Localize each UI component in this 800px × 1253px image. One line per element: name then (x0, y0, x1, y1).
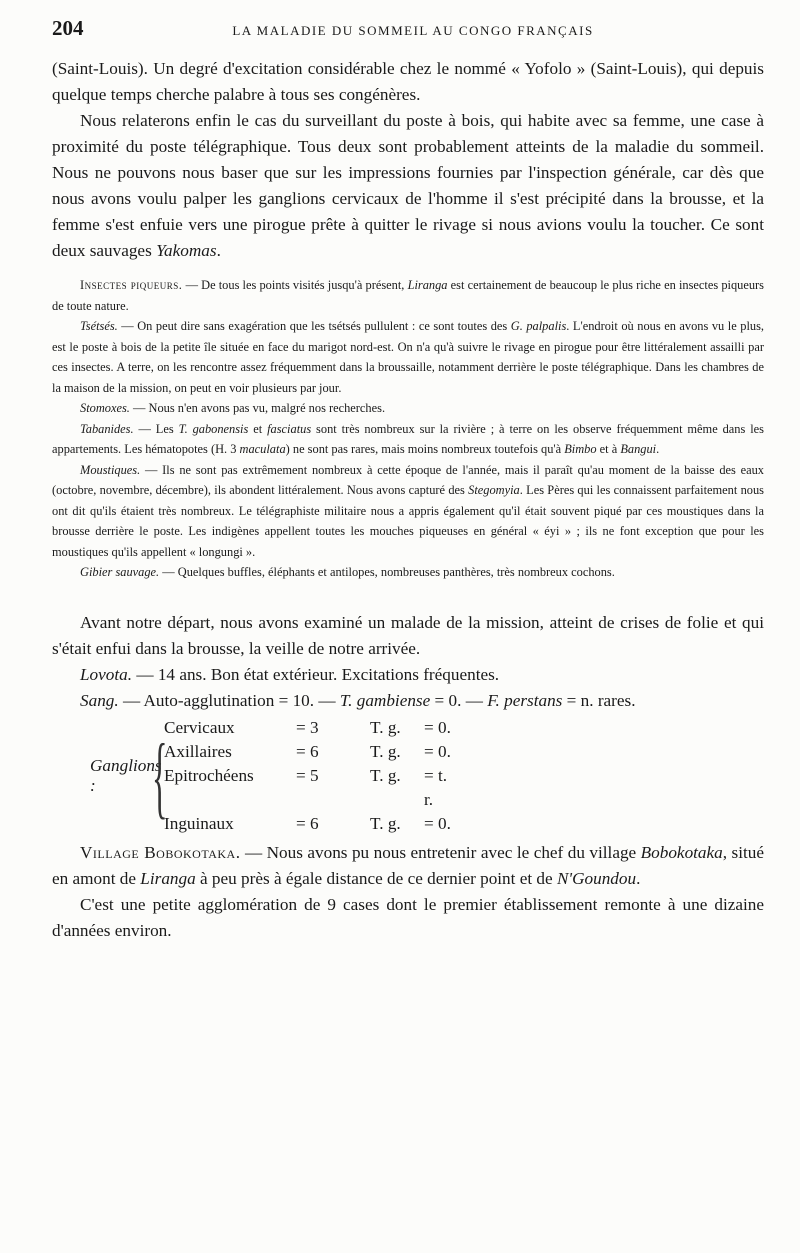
page-header (52, 16, 764, 56)
ganglion-name: Epitrochéens (164, 765, 254, 785)
ganglion-test: T. g. (370, 741, 401, 761)
note-item: Gibier sauvage. — Quelques buffles, éléphants et antilopes, nombreuses panthères, très nombreux cochons. (80, 565, 615, 579)
note-item: Stomoxes. — Nous n'en avons pas vu, malgré nos recherches. (80, 401, 386, 415)
ganglion-count: = 5 (296, 765, 319, 785)
ganglia-table (90, 716, 764, 836)
page-number: 204 (52, 16, 84, 40)
ganglia-rows (164, 716, 482, 836)
ganglion-test: T. g. (370, 765, 401, 785)
patient-line: Lovota. — 14 ans. Bon état extérieur. Excitations fréquentes. (80, 664, 500, 684)
ganglion-name: Inguinaux (164, 813, 234, 833)
left-brace: { (152, 724, 168, 827)
paragraph: C'est une petite agglomération de 9 cases dont le premier établissement remonte à une dizaine d'années environ. (52, 894, 764, 940)
ganglion-count: = 6 (296, 741, 319, 761)
paragraph: Village Bobokotaka. — Nous avons pu nous entretenir avec le chef du village Bobokotaka, situé en amont de Liranga à peu près à égale distance de ce dernier point et de N'Goundou. (52, 842, 764, 888)
ganglion-result: = 0. (424, 741, 451, 761)
running-title: LA MALADIE DU SOMMEIL AU CONGO FRANÇAIS (232, 23, 594, 38)
ganglia-label: Ganglions : (90, 755, 162, 795)
section-gap (52, 583, 764, 610)
note-item: Tsétsés. — On peut dire sans exagération que les tsétsés pullulent : ce sont toutes des G. palpalis. L'endroit où nous en avons vu le plus, est le poste à bois de la petite île située en face du marigot nord-est. On n'a qu'à suivre le rivage en pirogue pour être littéralement assailli par ces insectes. A terre, on les rencontre assez fréquemment dans la broussaille, notamment derrière le poste télégraphique. Dans les chambres de la maison de la mission, on peut en voir plusieurs par jour. (52, 319, 764, 395)
blood-line: Sang. — Auto-agglutination = 10. — T. gambiense = 0. — F. perstans = n. rares. (80, 690, 636, 710)
paragraph: (Saint-Louis). Un degré d'excitation considérable chez le nommé « Yofolo » (Saint-Louis), qui depuis quelque temps cherche palabre à tous ses congénères. (52, 59, 764, 104)
ganglion-name: Axillaires (164, 741, 232, 761)
paragraph: Avant notre départ, nous avons examiné un malade de la mission, atteint de crises de folie et qui s'était enfui dans la brousse, la veille de notre arrivée. (52, 612, 764, 658)
field-notes (52, 275, 764, 583)
ganglion-count: = 6 (296, 813, 319, 833)
ganglion-result: = 0. (424, 813, 451, 833)
ganglion-count: = 3 (296, 717, 319, 737)
main-text (52, 56, 764, 264)
note-item: Insectes piqueurs. — De tous les points visités jusqu'à présent, Liranga est certainement de beaucoup le plus riche en insectes piqueurs de toute nature. (52, 278, 764, 313)
ganglion-result: = t. r. (424, 765, 448, 809)
note-item: Moustiques. — Ils ne sont pas extrêmement nombreux à cette époque de l'année, mais il paraît qu'au moment de la baisse des eaux (octobre, novembre, décembre), ils abondent littéralement. Nous avons capturé des Stegomyia. Les Pères qui les connaissent parfaitement nous ont dit qu'ils étaient très nombreux. Le télégraphiste militaire nous a appris également qu'il était souvent piqué par ces moustiques dans la brousse derrière le poste. Les indigènes appellent toutes les mouches piqueuses en général « éyi » ; ils ne font exception que pour les moustiques qu'ils appellent « longungi ». (52, 462, 764, 559)
ganglion-result: = 0. (424, 717, 451, 737)
ganglion-test: T. g. (370, 813, 401, 833)
ganglion-name: Cervicaux (164, 717, 235, 737)
paragraph: Nous relaterons enfin le cas du surveillant du poste à bois, qui habite avec sa femme, une case à proximité du poste télégraphique. Tous deux sont probablement atteints de la maladie du sommeil. Nous ne pouvons nous baser que sur les impressions fournies par l'inspection générale, car dès que nous avons voulu palper les ganglions cervicaux de l'homme il s'est précipité dans la brousse, et la femme s'est enfuie vers une pirogue prête à quitter le rivage si nous avions voulu la toucher. Ce sont deux sauvages Yakomas. (52, 111, 764, 260)
village-report (52, 840, 764, 944)
case-report (52, 610, 764, 714)
ganglion-test: T. g. (370, 717, 401, 737)
note-item: Tabanides. — Les T. gabonensis et fasciatus sont très nombreux sur la rivière ; à terre on les observe fréquemment même dans les appartements. Les hématopotes (H. 3 maculata) ne sont pas rares, mais moins nombreux toutefois qu'à Bimbo et à Bangui. (52, 421, 764, 456)
